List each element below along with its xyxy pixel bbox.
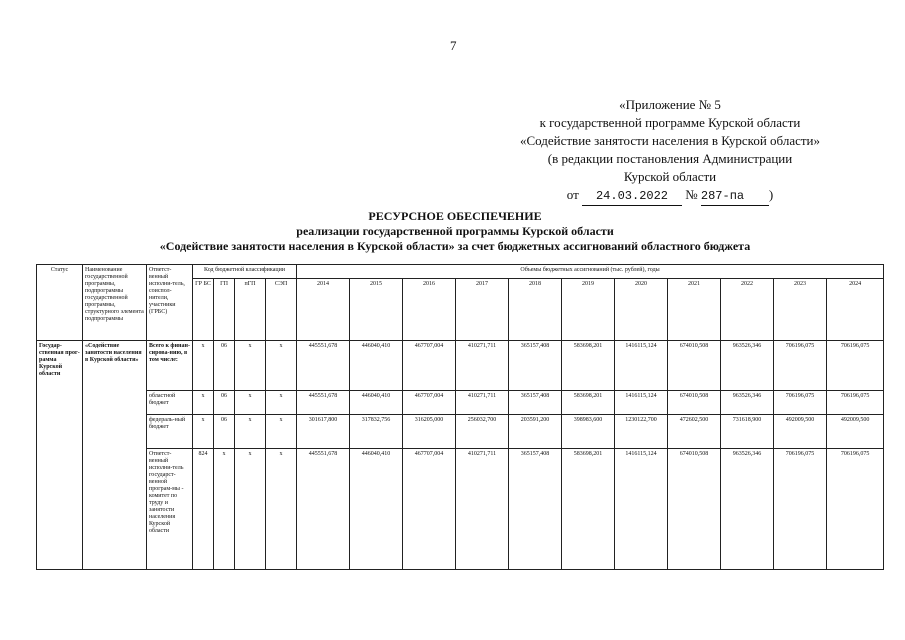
value-cell: 674010,508 bbox=[668, 391, 721, 415]
value-cell: 472602,500 bbox=[668, 415, 721, 449]
executor-cell: Ответст-венный исполни-тель государст-венной програм-мы - комитет по труду и занятости населения Курской области bbox=[147, 449, 193, 570]
value-cell: 963526,346 bbox=[721, 449, 774, 570]
title-line-1: РЕСУРСНОЕ ОБЕСПЕЧЕНИЕ bbox=[368, 209, 542, 223]
number-label: № bbox=[685, 187, 698, 202]
value-cell: 398983,600 bbox=[562, 415, 615, 449]
appendix-line-2: к государственной программе Курской области bbox=[539, 115, 801, 130]
value-cell: 365157,408 bbox=[509, 391, 562, 415]
title-line-3: «Содействие занятости населения в Курской области» за счет бюджетных ассигнований областного бюджета bbox=[159, 239, 751, 253]
code-cell: 824 bbox=[193, 449, 214, 570]
value-cell: 317832,756 bbox=[350, 415, 403, 449]
status-cell: Государ-ственная прог-рамма Курской области bbox=[37, 341, 83, 570]
header-volumes: Объемы бюджетных ассигнований (тыс. рублей), годы bbox=[297, 265, 884, 279]
value-cell: 1416115,124 bbox=[615, 341, 668, 391]
code-cell: х bbox=[266, 415, 297, 449]
value-cell: 256032,700 bbox=[456, 415, 509, 449]
header-year: 2024 bbox=[827, 279, 884, 341]
program-name-cell: «Содействие занятости населения в Курской области» bbox=[83, 341, 147, 570]
header-year: 2020 bbox=[615, 279, 668, 341]
decree-number: 287-па bbox=[701, 187, 769, 206]
table-row bbox=[37, 341, 884, 391]
executor-cell: областной бюджет bbox=[147, 391, 193, 415]
code-cell: х bbox=[193, 341, 214, 391]
value-cell: 301617,800 bbox=[297, 415, 350, 449]
executor-cell: федераль-ный бюджет bbox=[147, 415, 193, 449]
value-cell: 365157,408 bbox=[509, 449, 562, 570]
value-cell: 706196,075 bbox=[827, 449, 884, 570]
value-cell: 1230122,700 bbox=[615, 415, 668, 449]
value-cell: 410271,711 bbox=[456, 391, 509, 415]
value-cell: 1416115,124 bbox=[615, 449, 668, 570]
code-cell: х bbox=[193, 391, 214, 415]
value-cell: 731618,900 bbox=[721, 415, 774, 449]
value-cell: 446040,410 bbox=[350, 341, 403, 391]
header-classification: Код бюджетной классификации bbox=[193, 265, 297, 279]
header-name: Наименование государственной программы, подпрограммы государственной программы, структурного элемента подпрограммы bbox=[83, 265, 147, 341]
header-year: 2023 bbox=[774, 279, 827, 341]
document-title bbox=[60, 209, 850, 254]
value-cell: 963526,346 bbox=[721, 391, 774, 415]
header-year: 2022 bbox=[721, 279, 774, 341]
value-cell: 706196,075 bbox=[827, 391, 884, 415]
closing-paren: ) bbox=[768, 187, 774, 202]
value-cell: 706196,075 bbox=[774, 391, 827, 415]
header-year: 2021 bbox=[668, 279, 721, 341]
value-cell: 445551,678 bbox=[297, 391, 350, 415]
appendix-line-4: (в редакции постановления Администрации bbox=[547, 151, 793, 166]
header-executor: Ответст-венный исполни-тель, соиспол-нители, участники (ГРБС) bbox=[147, 265, 193, 341]
header-code-grbs: ГР БС bbox=[193, 279, 214, 341]
code-cell: х bbox=[266, 341, 297, 391]
value-cell: 674010,508 bbox=[668, 449, 721, 570]
value-cell: 467707,004 bbox=[403, 449, 456, 570]
value-cell: 706196,075 bbox=[774, 341, 827, 391]
value-cell: 410271,711 bbox=[456, 449, 509, 570]
value-cell: 492009,500 bbox=[774, 415, 827, 449]
value-cell: 446040,410 bbox=[350, 391, 403, 415]
code-cell: 06 bbox=[214, 341, 235, 391]
budget-table bbox=[36, 264, 884, 570]
header-status: Статус bbox=[37, 265, 83, 341]
from-label: от bbox=[566, 187, 579, 202]
appendix-date-line bbox=[470, 186, 870, 206]
page-number: 7 bbox=[450, 38, 457, 53]
value-cell: 583698,201 bbox=[562, 449, 615, 570]
code-cell: х bbox=[266, 449, 297, 570]
value-cell: 706196,075 bbox=[774, 449, 827, 570]
code-cell: х bbox=[266, 391, 297, 415]
table-row bbox=[37, 391, 884, 415]
code-cell: х bbox=[193, 415, 214, 449]
header-code-pgp: пГП bbox=[235, 279, 266, 341]
appendix-block bbox=[470, 96, 870, 206]
appendix-line-1: «Приложение № 5 bbox=[619, 97, 721, 112]
value-cell: 410271,711 bbox=[456, 341, 509, 391]
value-cell: 492009,500 bbox=[827, 415, 884, 449]
decree-date: 24.03.2022 bbox=[582, 187, 682, 206]
code-cell: 06 bbox=[214, 391, 235, 415]
header-year: 2015 bbox=[350, 279, 403, 341]
header-code-sep: СЭП bbox=[266, 279, 297, 341]
header-year: 2017 bbox=[456, 279, 509, 341]
value-cell: 203591,200 bbox=[509, 415, 562, 449]
header-code-gp: ГП bbox=[214, 279, 235, 341]
value-cell: 963526,346 bbox=[721, 341, 774, 391]
appendix-line-5: Курской области bbox=[623, 169, 717, 184]
code-cell: х bbox=[214, 449, 235, 570]
value-cell: 706196,075 bbox=[827, 341, 884, 391]
value-cell: 583698,201 bbox=[562, 391, 615, 415]
code-cell: х bbox=[235, 341, 266, 391]
header-year: 2014 bbox=[297, 279, 350, 341]
code-cell: 06 bbox=[214, 415, 235, 449]
value-cell: 467707,004 bbox=[403, 391, 456, 415]
header-year: 2018 bbox=[509, 279, 562, 341]
header-year: 2019 bbox=[562, 279, 615, 341]
value-cell: 446040,410 bbox=[350, 449, 403, 570]
table-row bbox=[37, 449, 884, 570]
value-cell: 583698,201 bbox=[562, 341, 615, 391]
executor-cell: Всего к финан-сирова-нию, в том числе: bbox=[147, 341, 193, 391]
code-cell: х bbox=[235, 415, 266, 449]
value-cell: 467707,004 bbox=[403, 341, 456, 391]
value-cell: 674010,508 bbox=[668, 341, 721, 391]
value-cell: 445551,678 bbox=[297, 449, 350, 570]
appendix-line-3: «Содействие занятости населения в Курской области» bbox=[519, 133, 821, 148]
title-line-2: реализации государственной программы Курской области bbox=[296, 224, 614, 238]
value-cell: 365157,408 bbox=[509, 341, 562, 391]
table-row bbox=[37, 415, 884, 449]
code-cell: х bbox=[235, 449, 266, 570]
value-cell: 445551,678 bbox=[297, 341, 350, 391]
value-cell: 316205,000 bbox=[403, 415, 456, 449]
code-cell: х bbox=[235, 391, 266, 415]
value-cell: 1416115,124 bbox=[615, 391, 668, 415]
header-year: 2016 bbox=[403, 279, 456, 341]
